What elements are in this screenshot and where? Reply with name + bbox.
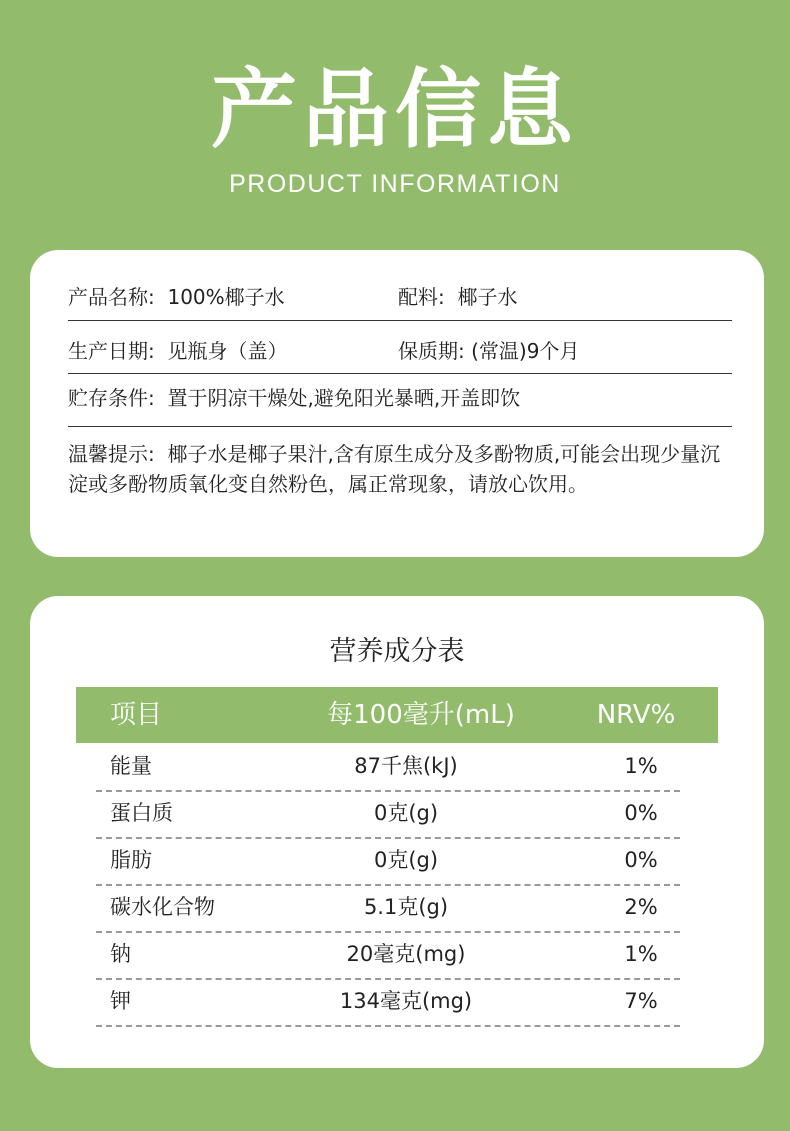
table-row [96,931,680,980]
table-row [96,884,680,933]
nutrient-name: 碳水化合物 [110,895,215,919]
table-row [96,743,680,792]
storage-value: 置于阴凉干燥处,避免阳光暴晒,开盖即饮 [167,386,521,410]
nutrient-per-100ml: 0克(g) [373,848,439,872]
nutrient-per-100ml: 0克(g) [373,801,439,825]
nutrition-title: 营养成分表 [329,636,465,667]
storage-label: 贮存条件: [68,386,155,410]
table-row [96,790,680,839]
nutrient-per-100ml: 87千焦(kJ) [354,754,458,778]
notice-value: 椰子水是椰子果汁,含有原生成分及多酚物质,可能会出现少量沉淀或多酚物质氧化变自然粉色，属正常现象，请放心饮用。 [68,442,721,496]
nutrient-nrv: 1% [624,754,658,778]
nutrition-table-header [76,687,718,743]
production-date-label: 生产日期: [68,339,155,363]
table-row [96,837,680,886]
divider [68,426,732,427]
nutrient-nrv: 1% [624,942,658,966]
nutrition-card [30,596,764,1068]
shelf-life-value: (常温)9个月 [471,339,580,363]
info-row-name [68,282,732,312]
nutrient-per-100ml: 20毫克(mg) [346,942,466,966]
shelf-life-label: 保质期: [398,339,465,363]
header-nrv: NRV% [596,700,676,730]
nutrient-name: 脂肪 [110,848,152,872]
page-title-en: PRODUCT INFORMATION [229,170,561,198]
nutrient-nrv: 2% [624,895,658,919]
nutrient-name: 能量 [110,754,152,778]
ingredients-field [398,282,517,312]
info-row-dates [68,336,732,366]
page-title-zh: 产品信息 [211,60,579,160]
name-value: 100%椰子水 [167,285,285,309]
info-row-notice [68,439,732,499]
nutrient-nrv: 0% [624,801,658,825]
nutrient-nrv: 7% [624,989,658,1013]
info-row-storage [68,383,732,413]
divider [68,320,732,321]
nutrient-per-100ml: 5.1克(g) [363,895,449,919]
nutrient-nrv: 0% [624,848,658,872]
product-info-card [30,250,764,557]
ingredients-value: 椰子水 [457,285,518,309]
divider [68,373,732,374]
ingredients-label: 配料: [398,285,445,309]
production-date-value: 见瓶身（盖） [167,339,288,363]
notice-label: 温馨提示: [68,442,155,466]
nutrient-name: 蛋白质 [110,801,173,825]
nutrient-name: 钠 [110,942,131,966]
header-item: 项目 [110,700,163,730]
header-per-100ml: 每100毫升(mL) [327,700,515,730]
table-row [96,978,680,1027]
name-label: 产品名称: [68,285,155,309]
nutrient-name: 钾 [110,989,131,1013]
nutrient-per-100ml: 134毫克(mg) [339,989,473,1013]
shelf-life-field [398,336,579,366]
